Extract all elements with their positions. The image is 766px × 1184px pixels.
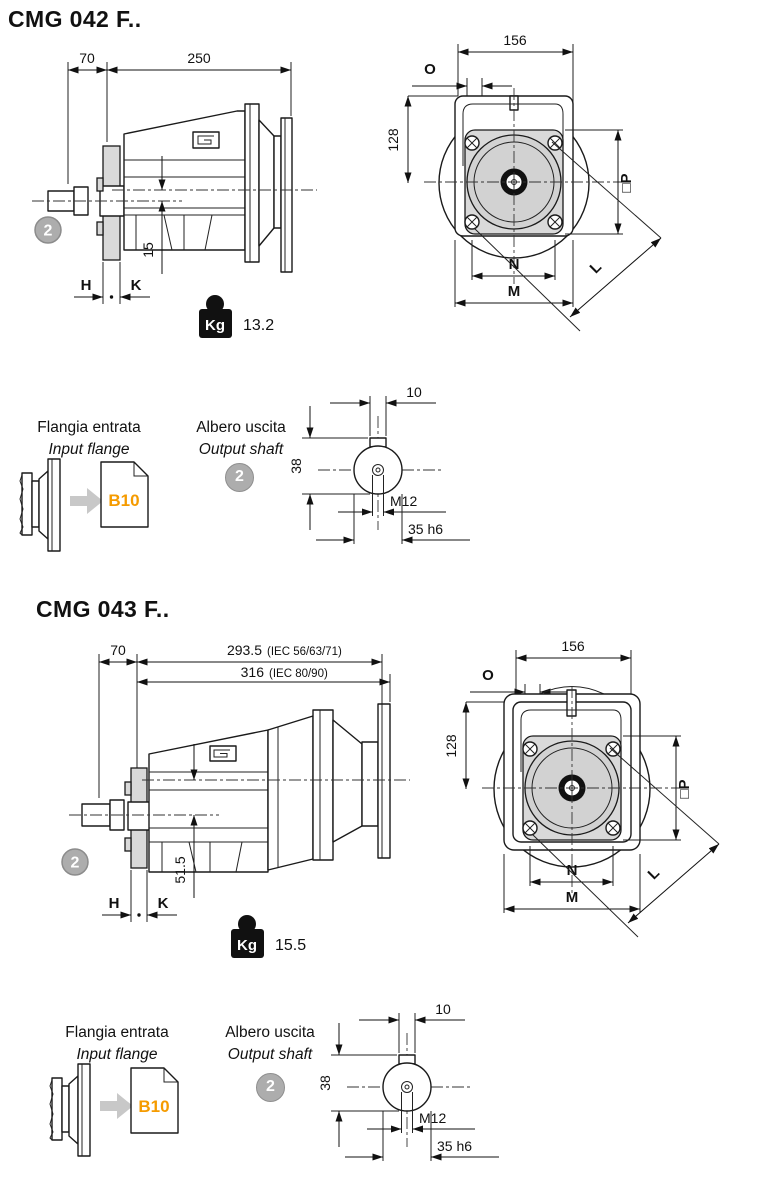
output-shaft-drawing-cmg042 [278, 382, 498, 567]
dim-width-label: 156 [561, 638, 585, 654]
input-flange-icon [48, 1052, 100, 1164]
dim-length-note: (IEC 56/63/71) [267, 646, 342, 658]
section-title-cmg-043: CMG 043 F.. [36, 596, 170, 622]
brand-logo-icon [210, 746, 236, 761]
side-view-drawing-cmg043 [14, 630, 416, 970]
input-flange-label-en: Input flange [48, 441, 130, 458]
shaft-number-badge [62, 849, 88, 875]
weight-icon [231, 915, 264, 958]
dim-thread-label: M12 [390, 493, 418, 509]
dim-l-label: L [644, 864, 664, 884]
dim-n-label: N [566, 862, 578, 879]
dim-l-label: L [586, 258, 606, 278]
output-shaft-badge: 2 [256, 1073, 285, 1102]
input-flange-label-it: Flangia entrata [37, 419, 141, 436]
dim-h-label: H [80, 277, 92, 294]
front-view-drawing-cmg042 [385, 26, 700, 356]
dim-key-width-label: 10 [435, 1001, 451, 1017]
input-flange-label-it: Flangia entrata [65, 1024, 169, 1041]
dim-o-label: O [424, 61, 436, 78]
dim-n-label: N [508, 256, 520, 273]
output-shaft-badge: 2 [225, 463, 254, 492]
input-flange-label-en: Input flange [76, 1046, 158, 1063]
weight-value: 15.5 [275, 937, 307, 954]
side-view-drawing-cmg042 [12, 42, 322, 354]
dim-length-label: 293.5 [226, 642, 262, 658]
dim-length2-note: (IEC 80/90) [269, 668, 328, 680]
output-shaft-label-it: Albero uscita [196, 419, 286, 436]
input-flange-icon [18, 447, 70, 559]
dim-key-height-label: 38 [317, 1075, 333, 1091]
dim-o-label: O [482, 667, 494, 684]
document-icon [98, 460, 152, 530]
dim-diameter-label: 35 h6 [408, 521, 444, 537]
output-shaft-label-it: Albero uscita [225, 1024, 315, 1041]
dim-k-label: K [130, 277, 142, 294]
brand-logo-icon [193, 132, 219, 148]
gearmotor-outline [48, 104, 292, 272]
dim-p-label: □P [618, 173, 635, 193]
dim-key-height-label: 38 [288, 458, 304, 474]
weight-unit: Kg [205, 317, 225, 334]
dim-h-label: H [108, 895, 120, 912]
dim-front-label: 70 [110, 642, 126, 658]
dim-front-label: 70 [79, 50, 95, 66]
dim-k-label: K [157, 895, 169, 912]
dim-offset-label: 51.5 [172, 856, 188, 884]
front-view-drawing-cmg043 [443, 632, 758, 962]
weight-icon [199, 295, 232, 338]
output-shaft-drawing-cmg043 [307, 999, 527, 1184]
dim-m-label: M [565, 889, 579, 906]
dim-diameter-label: 35 h6 [437, 1138, 473, 1154]
section-title-cmg-042: CMG 042 F.. [8, 6, 142, 32]
output-shaft-label-en: Output shaft [227, 1046, 313, 1063]
dim-height-label: 128 [443, 734, 459, 758]
svg-text:2: 2 [70, 854, 80, 872]
shaft-number-badge [35, 217, 61, 243]
dim-offset-label: 15 [140, 242, 156, 258]
svg-text:2: 2 [43, 222, 53, 240]
dim-m-label: M [507, 283, 521, 300]
output-shaft-label-en: Output shaft [198, 441, 284, 458]
dim-thread-label: M12 [419, 1110, 447, 1126]
gearmotor-outline [82, 704, 390, 872]
document-icon [128, 1066, 182, 1136]
flange-doc-ref: B10 [138, 1097, 170, 1116]
dim-key-width-label: 10 [406, 384, 422, 400]
dim-width-label: 156 [503, 32, 527, 48]
weight-unit: Kg [237, 937, 257, 954]
dim-length-label: 250 [187, 50, 211, 66]
dim-length2-label: 316 [240, 664, 264, 680]
flange-doc-ref: B10 [108, 491, 140, 510]
dim-p-label: □P [676, 779, 693, 799]
weight-value: 13.2 [243, 317, 275, 334]
dim-height-label: 128 [385, 128, 401, 152]
